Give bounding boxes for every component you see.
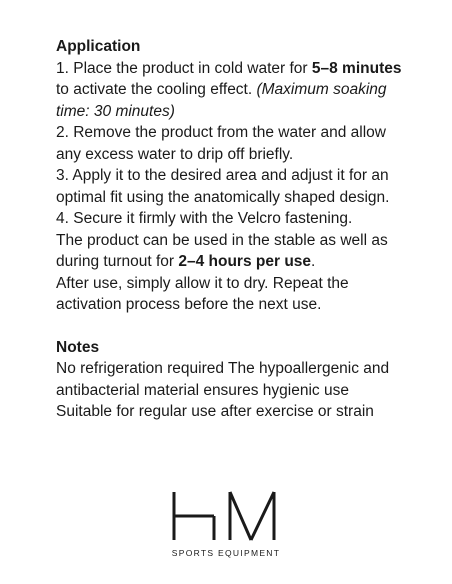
brand-logo xyxy=(0,490,452,558)
step-1-text: 1. Place the product in cold water for xyxy=(56,59,312,77)
step-1-max-note: (Maximum soaking xyxy=(256,81,387,98)
step-4-line: 4. Secure it firmly with the Velcro fastening. xyxy=(56,210,353,227)
step-2-line-2: any excess water to drip off briefly. xyxy=(56,145,294,163)
step-3-line-2: optimal fit using the anatomically shaped design. xyxy=(56,188,390,206)
step-1-line-3 xyxy=(56,101,416,123)
step-1-line-1 xyxy=(56,58,416,80)
after-use-line-2: activation process before the next use. xyxy=(56,296,322,313)
usage-text: during turnout for xyxy=(56,253,179,270)
application-heading: Application xyxy=(56,38,141,55)
usage-line-1: The product can be used in the stable as well as xyxy=(56,231,388,249)
notes-line-3: Suitable for regular use after exercise or strain xyxy=(56,403,374,420)
step-2-line-1: 2. Remove the product from the water and allow xyxy=(56,124,386,141)
step-1-max-note-cont: time: 30 minutes) xyxy=(56,102,175,120)
logo-subtitle: SPORTS EQUIPMENT xyxy=(171,548,281,558)
notes-line-2: antibacterial material ensures hygienic use xyxy=(56,381,349,399)
usage-line-2 xyxy=(56,251,416,273)
instructions-content xyxy=(56,36,416,423)
step-1-duration: 5–8 minutes xyxy=(311,59,402,77)
step-1-line-2 xyxy=(56,79,416,101)
hm-logo-mark-icon xyxy=(170,490,282,542)
step-3-line-1: 3. Apply it to the desired area and adjust it for an xyxy=(56,167,389,184)
after-use-line-1: After use, simply allow it to dry. Repeat the xyxy=(56,274,349,292)
step-1-text-cont: to activate the cooling effect. xyxy=(56,81,257,98)
usage-period: . xyxy=(311,253,316,270)
notes-line-1: No refrigeration required The hypoallergenic and xyxy=(56,360,390,377)
usage-duration: 2–4 hours per use xyxy=(178,253,312,270)
notes-heading: Notes xyxy=(56,338,100,356)
